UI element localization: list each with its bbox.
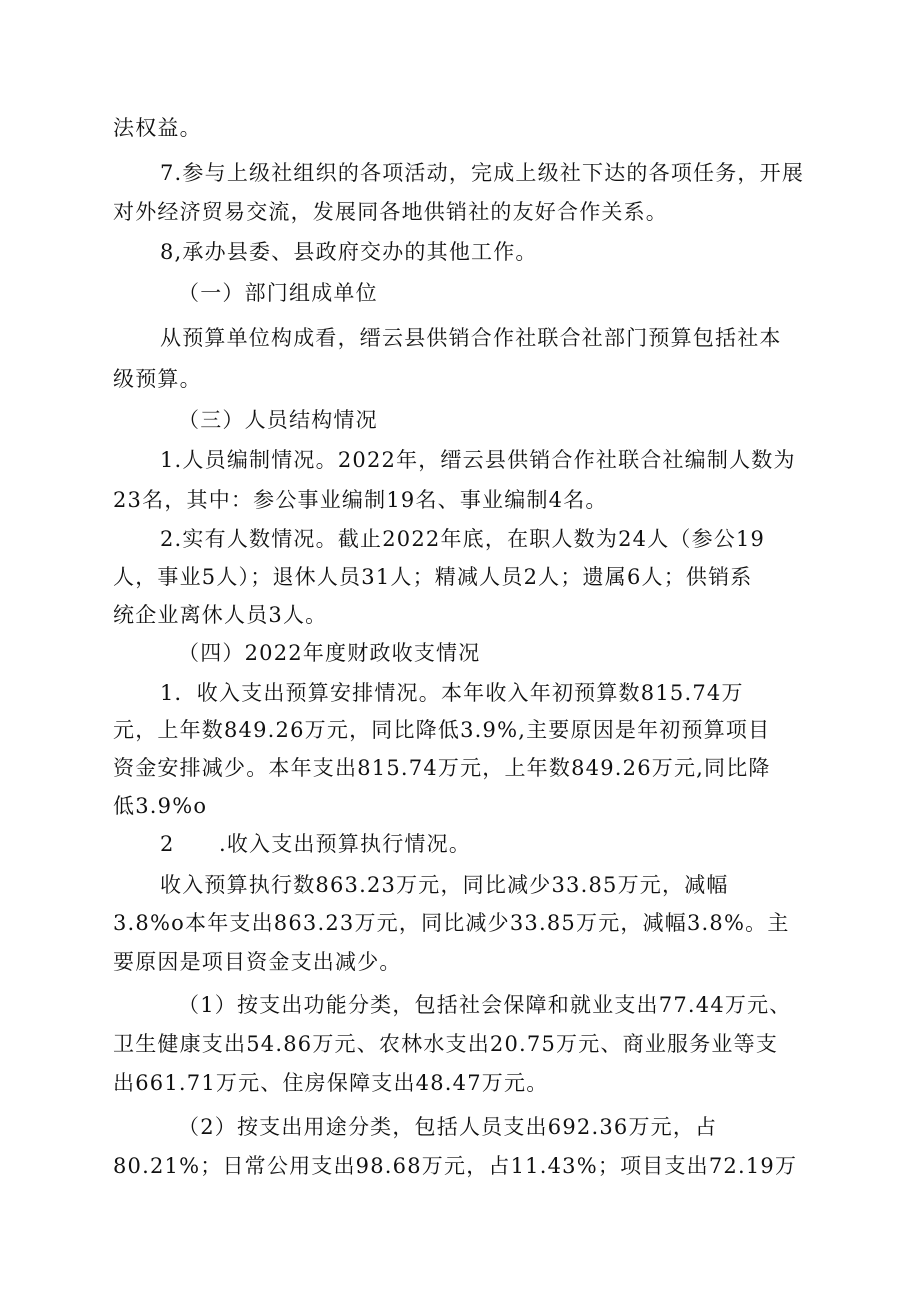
section-heading: （一）部门组成单位 [178,281,378,305]
text-line: 级预算。 [113,367,202,391]
text-line: （1）按支出功能分类，包括社会保障和就业支出77.44万元、 [178,993,792,1017]
section-heading: （三）人员结构情况 [178,408,378,432]
text-line: 人，事业5人）；退休人员31人；精减人员2人；遗属6人；供销系 [113,565,753,589]
text-line: 2 .收入支出预算执行情况。 [160,832,472,856]
text-line: 1.人员编制情况。2022年，缙云县供销合作社联合社编制人数为 [160,448,796,472]
text-line: 2.实有人数情况。截止2022年底，在职人数为24人（参公19 [160,527,766,551]
text-line: 23名，其中：参公事业编制19名、事业编制4名。 [113,488,608,512]
text-line: 要原因是项目资金支出减少。 [113,950,402,974]
text-line: 7.参与上级社组织的各项活动，完成上级社下达的各项任务，开展 [160,161,805,185]
text-line: 从预算单位构成看，缙云县供销合作社联合社部门预算包括社本 [160,326,782,350]
text-line: 出661.71万元、住房保障支出48.47万元。 [113,1071,549,1095]
text-line: 卫生健康支出54.86万元、农林水支出20.75万元、商业服务业等支 [113,1032,779,1056]
text-line: 1．收入支出预算安排情况。本年收入年初预算数815.74万 [160,681,744,705]
text-line: 80.21%；日常公用支出98.68万元，占11.43%；项目支出72.19万 [113,1154,798,1178]
text-line: 3.8%o本年支出863.23万元，同比减少33.85万元，减幅3.8%。主 [113,911,790,935]
text-line: 法权益。 [113,116,202,140]
text-line: 低3.9%o [113,794,208,818]
text-line: 资金安排减少。本年支出815.74万元，上年数849.26万元,同比降 [113,756,771,780]
section-heading: （四）2022年度财政收支情况 [178,641,481,665]
text-line: 收入预算执行数863.23万元，同比减少33.85万元，减幅 [160,873,729,897]
text-line: 元，上年数849.26万元，同比降低3.9%,主要原因是年初预算项目 [113,718,771,742]
text-line: 对外经济贸易交流，发展同各地供销社的友好合作关系。 [113,200,668,224]
text-line: 8,承办县委、县政府交办的其他工作。 [160,240,538,264]
text-line: （2）按支出用途分类，包括人员支出692.36万元，占 [178,1115,718,1139]
text-line: 统企业离休人员3人。 [113,603,328,627]
